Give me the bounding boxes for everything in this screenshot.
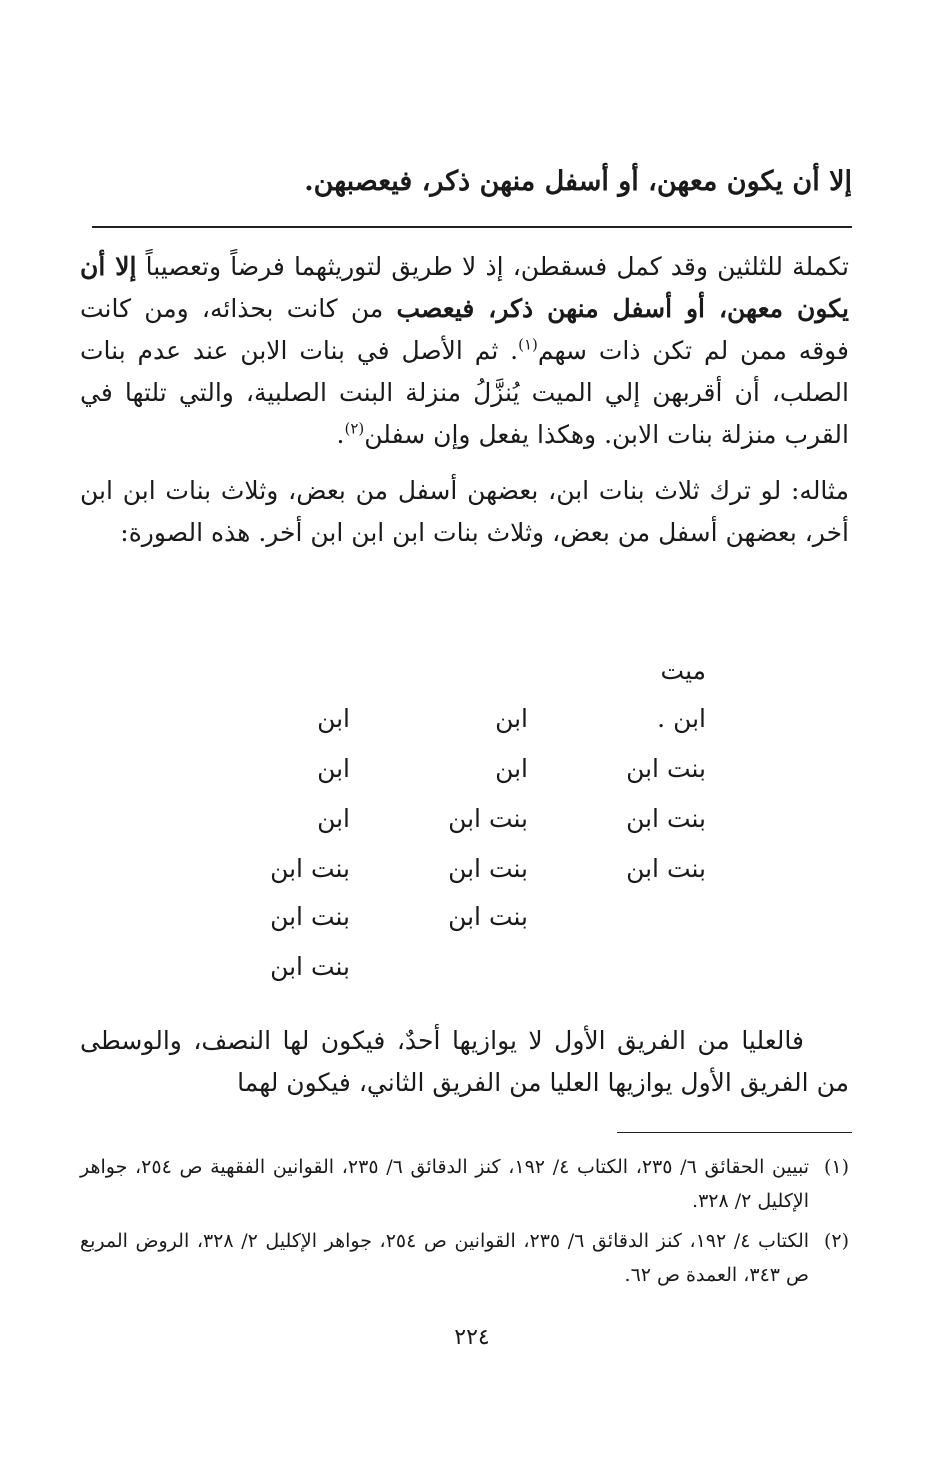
diagram-col3-row3: ابن bbox=[317, 804, 350, 833]
commentary-text-e: . bbox=[336, 420, 345, 449]
matn-text: إلا أن يكون معهن، أو أسفل منهن ذكر، فيعصبهن. bbox=[304, 166, 852, 197]
commentary-text-c: من كانت بحذائه، ومن كانت فوقه ممن لم تكن ذات سهم bbox=[80, 294, 850, 365]
diagram-col3-row1: ابن bbox=[317, 704, 350, 733]
footnote-2 bbox=[80, 1224, 849, 1292]
commentary-text-d: . ثم الأصل في بنات الابن عند عدم بنات الصلب، أن أقربهن إلي الميت يُنزَّلُ منزلة البنت الصلبية، والتي تلتها في القرب منزلة بنات الابن. وهكذا يفعل وإن سفلن bbox=[80, 336, 849, 449]
commentary-text-a: تكملة للثلثين وقد كمل فسقطن، إذ لا طريق لتوريثهما فرضاً وتعصيباً bbox=[136, 252, 850, 281]
commentary-paragraph-3: فالعليا من الفريق الأول لا يوازيها أحدٌ، فيكون لها النصف، والوسطى من الفريق الأول يوازيها العليا من الفريق الثاني، فيكون لهما bbox=[80, 1026, 849, 1097]
matn-separator bbox=[92, 226, 852, 228]
diagram-col2-row4: بنت ابن bbox=[448, 854, 528, 883]
footnote-text: تبيين الحقائق ٦/ ٢٣٥، الكتاب ٤/ ١٩٢، كنز الدقائق ٦/ ٢٣٥، القوانين الفقهية ص ٢٥٤، جواهر الإكليل ٢/ ٣٢٨. bbox=[80, 1156, 810, 1212]
diagram-col3-row4: بنت ابن bbox=[270, 854, 350, 883]
footnote-text: الكتاب ٤/ ١٩٢، كنز الدقائق ٦/ ٢٣٥، القوانين ص ٢٥٤، جواهر الإكليل ٢/ ٣٢٨، الروض المربع ص ٣٤٣، العمدة ص ٦٢. bbox=[80, 1230, 810, 1286]
diagram-col2-row1: ابن bbox=[495, 704, 528, 733]
quoted-matn: إلا أن يكون معهن، أو أسفل منهن ذكر، bbox=[80, 252, 850, 323]
diagram-col2-row5: بنت ابن bbox=[448, 902, 528, 931]
footnote-ref-1[interactable]: (١) bbox=[518, 335, 538, 354]
commentary-body bbox=[80, 246, 849, 554]
footnotes bbox=[80, 1150, 849, 1298]
footnote-number: (١) bbox=[823, 1156, 849, 1178]
diagram-col1-row2: بنت ابن bbox=[626, 754, 706, 783]
example-paragraph: مثاله: لو ترك ثلاث بنات ابن، بعضهن أسفل من بعض، وثلاث بنات ابن ابن أخر، بعضهن أسفل من بعض، وثلاث بنات ابن ابن ابن أخر. هذه الصورة: bbox=[80, 476, 849, 547]
diagram-col2-row2: ابن bbox=[495, 754, 528, 783]
diagram-col3-row5: بنت ابن bbox=[270, 902, 350, 931]
footnote-separator bbox=[617, 1132, 852, 1133]
footnote-1 bbox=[80, 1150, 849, 1218]
commentary-paragraph-1 bbox=[80, 246, 849, 456]
footnote-ref-2[interactable]: (٢) bbox=[344, 419, 365, 438]
diagram-col1-row1: ابن . bbox=[657, 704, 706, 733]
quoted-matn-verb: فيعصب bbox=[396, 294, 475, 323]
diagram-col3-row2: ابن bbox=[317, 754, 350, 783]
page-number: ٢٢٤ bbox=[454, 1325, 490, 1350]
diagram-col3-row6: بنت ابن bbox=[270, 952, 350, 981]
diagram-col2-row3: بنت ابن bbox=[448, 804, 528, 833]
footnote-number: (٢) bbox=[823, 1230, 849, 1252]
diagram-root: ميت bbox=[660, 656, 706, 685]
diagram-col1-row4: بنت ابن bbox=[626, 854, 706, 883]
diagram-col1-row3: بنت ابن bbox=[626, 804, 706, 833]
